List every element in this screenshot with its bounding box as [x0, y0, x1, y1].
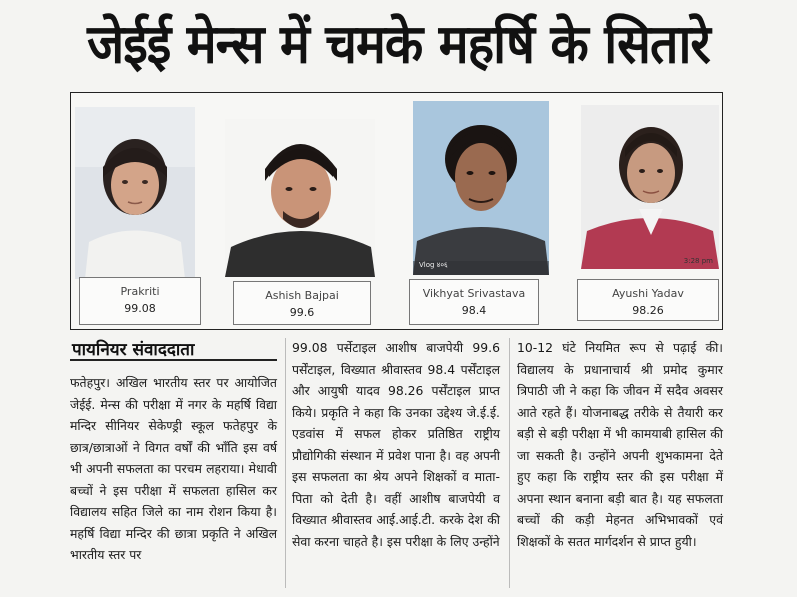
student-score: 99.08 [124, 302, 156, 315]
student-card-ayushi [577, 279, 719, 321]
student-photo-vikhyat [413, 101, 549, 275]
headline: जेईई मेन्स में चमके महर्षि के सितारे [87, 12, 710, 76]
byline-bar [70, 337, 277, 361]
student-score: 98.4 [461, 304, 487, 317]
byline: पायनियर संवाददाता [72, 340, 195, 360]
photo-overlay-text: 3:28 pm [683, 257, 713, 265]
column-divider [509, 338, 510, 588]
student-name: Ayushi Yadav [612, 287, 684, 300]
student-photo-ashish [225, 119, 375, 277]
student-card-prakriti [79, 277, 201, 325]
article-column-1: फतेहपुर। अखिल भारतीय स्तर पर आयोजित जेईई. मेन्स की परीक्षा में नगर के महर्षि विद्या मन्दिर सीनियर सेकेण्ड्री स्कूल फतेहपुर के छात्र/छात्राओं ने विगत वर्षों की भाँति इस वर्ष भी अपनी सफलता का परचम लहराया। मेधावी बच्चों ने इस परीक्षा में सफलता हासिल कर विद्यालय सहित जिले का नाम रोशन किया है। महर्षि विद्या मन्दिर की छात्रा प्रकृति ने अखिल भारतीय स्तर पर [70, 375, 277, 562]
student-photo-ayushi [581, 105, 719, 269]
photo-panel [70, 92, 723, 330]
student-score: 98.26 [632, 304, 664, 317]
photo-overlay-text: Vlog ४०६ [419, 261, 448, 269]
article-column-3: 10-12 घंटे नियमित रूप से पढ़ाई की। विद्यालय के प्रधानाचार्य श्री प्रमोद कुमार त्रिपाठी जी ने कहा कि जीवन में सदैव अवसर आते रहते हैं। योजनाबद्ध तरीके से तैयारी कर बड़ी से बड़ी परीक्षा में भी कामयाबी हासिल की जा सकती है। उन्होंने अपनी शुभकामना देते हुए कहा कि राष्ट्रीय स्तर की इस परीक्षा में अपना स्थान बनाना बड़ी बात है। यह सफलता बच्चों की कड़ी मेहनत अभिभावकों एवं शिक्षकों के सतत मार्गदर्शन से प्राप्त हुयी। [517, 340, 723, 549]
student-name: Ashish Bajpai [265, 289, 339, 302]
column-divider [285, 338, 286, 588]
student-photo-prakriti [75, 107, 195, 279]
student-name: Prakriti [120, 285, 160, 298]
student-card-ashish [233, 281, 371, 325]
student-score: 99.6 [289, 306, 315, 319]
student-name: Vikhyat Srivastava [422, 287, 526, 300]
article-column-2: 99.08 पर्सेटाइल आशीष बाजपेयी 99.6 पर्सेंटाइल, विख्यात श्रीवास्तव 98.4 पर्सेंटाइल और आयुषी यादव 98.26 पर्सेंटाइल प्राप्त किये। प्रकृति ने कहा कि उनका उद्देश्य जे.ई.ई. एडवांस में सफल होकर प्रतिष्ठित राष्ट्रीय प्रौद्योगिकी संस्थान में प्रवेश पाना है। वह अपनी इस सफलता का श्रेय अपने शिक्षकों व माता-पिता को देती है। वहीं आशीष बाजपेयी व विख्यात श्रीवास्तव आई.आई.टी. करके देश की सेवा करना चाहते है। इस परीक्षा के लिए उन्होंने [292, 340, 500, 549]
student-card-vikhyat [409, 279, 539, 325]
